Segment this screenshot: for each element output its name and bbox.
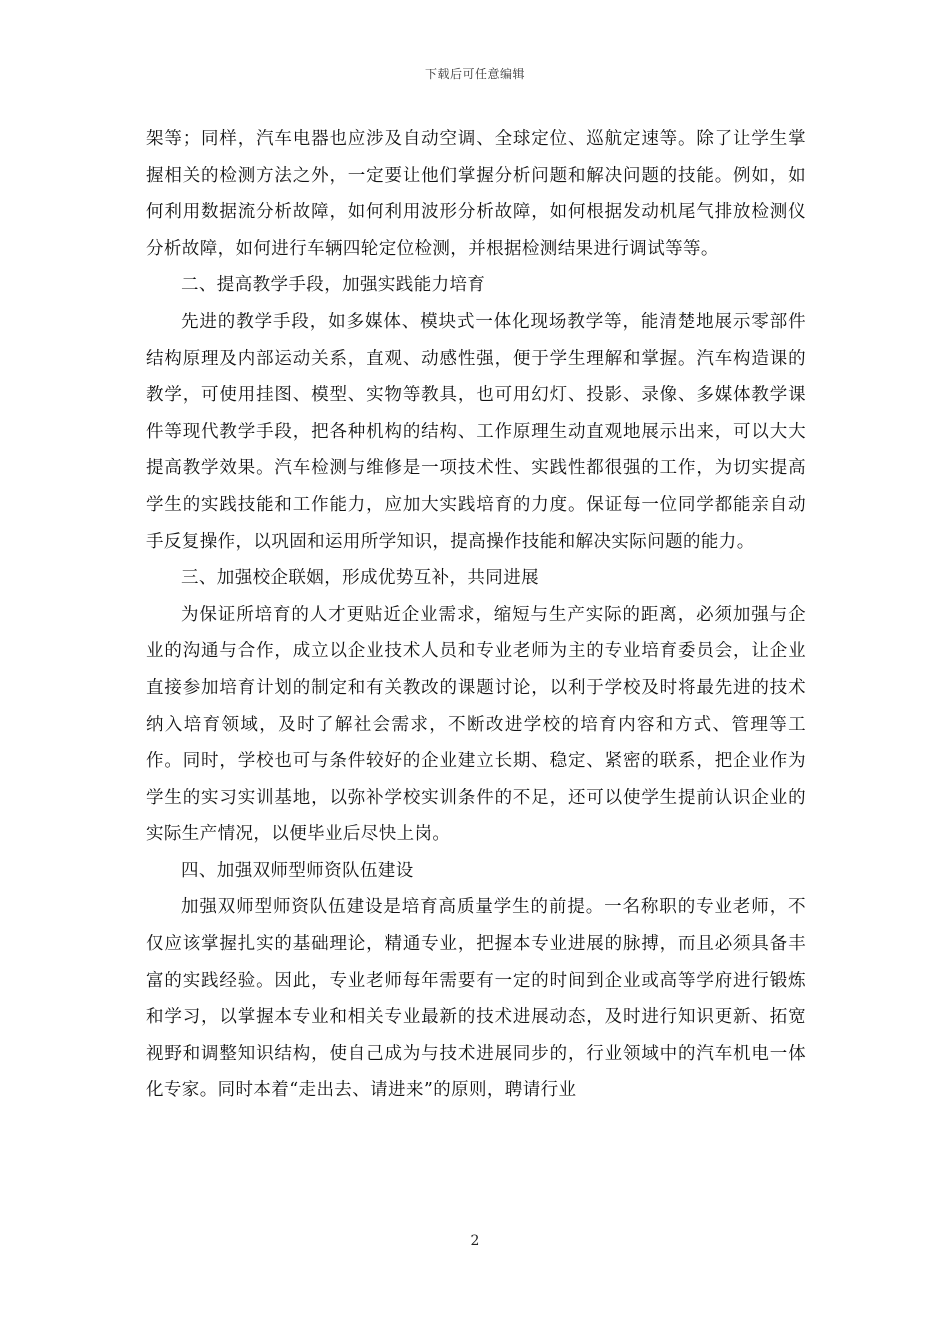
section-heading-3: 三、加强校企联姻，形成优势互补，共同进展: [181, 568, 539, 589]
paragraph-teaching-methods: 先进的教学手段，如多媒体、模块式一体化现场教学等，能清楚地展示零部件结构原理及内部运动关系，直观、动感性强，便于学生理解和掌握。汽车构造课的教学，可使用挂图、模型、实物等教具，也可用幻灯、投影、录像、多媒体教学课件等现代教学手段，把各种机构的结构、工作原理生动直观地展示出来，可以大大提高教学效果。汽车检测与维修是一项技术性、实践性都很强的工作，为切实提高学生的实践技能和工作能力，应加大实践培育的力度。保证每一位同学都能亲自动手反复操作，以巩固和运用所学知识，提高操作技能和解决实际问题的能力。: [146, 311, 806, 552]
page-number: 2: [470, 1233, 480, 1249]
document-body: [146, 121, 806, 1109]
paragraph-teacher-team: 加强双师型师资队伍建设是培育高质量学生的前提。一名称职的专业老师，不仅应该掌握扎实的基础理论，精通专业，把握本专业进展的脉搏，而且必须具备丰富的实践经验。因此，专业老师每年需要有一定的时间到企业或高等学府进行锻炼和学习，以掌握本专业和相关专业最新的技术进展动态，及时进行知识更新、拓宽视野和调整知识结构，使自己成为与技术进展同步的，行业领域中的汽车机电一体化专家。同时本着“走出去、请进来”的原则，聘请行业: [146, 897, 806, 1101]
section-heading-4: 四、加强双师型师资队伍建设: [181, 860, 414, 881]
paragraph-continuation: 架等；同样，汽车电器也应涉及自动空调、全球定位、巡航定速等。除了让学生掌握相关的检测方法之外，一定要让他们掌握分析问题和解决问题的技能。例如，如何利用数据流分析故障，如何利用波形分析故障，如何根据发动机尾气排放检测仪分析故障，如何进行车辆四轮定位检测，并根据检测结果进行调试等等。: [146, 129, 806, 259]
section-heading-2: 二、提高教学手段，加强实践能力培育: [181, 275, 486, 296]
page-header: 下载后可任意编辑: [424, 67, 525, 81]
paragraph-school-enterprise: 为保证所培育的人才更贴近企业需求，缩短与生产实际的距离，必须加强与企业的沟通与合作，成立以企业技术人员和专业老师为主的专业培育委员会，让企业直接参加培育计划的制定和有关教改的课题讨论，以利于学校及时将最先进的技术纳入培育领域，及时了解社会需求，不断改进学校的培育内容和方式、管理等工作。同时，学校也可与条件较好的企业建立长期、稳定、紧密的联系，把企业作为学生的实习实训基地，以弥补学校实训条件的不足，还可以使学生提前认识企业的实际生产情况，以便毕业后尽快上岗。: [146, 604, 806, 845]
